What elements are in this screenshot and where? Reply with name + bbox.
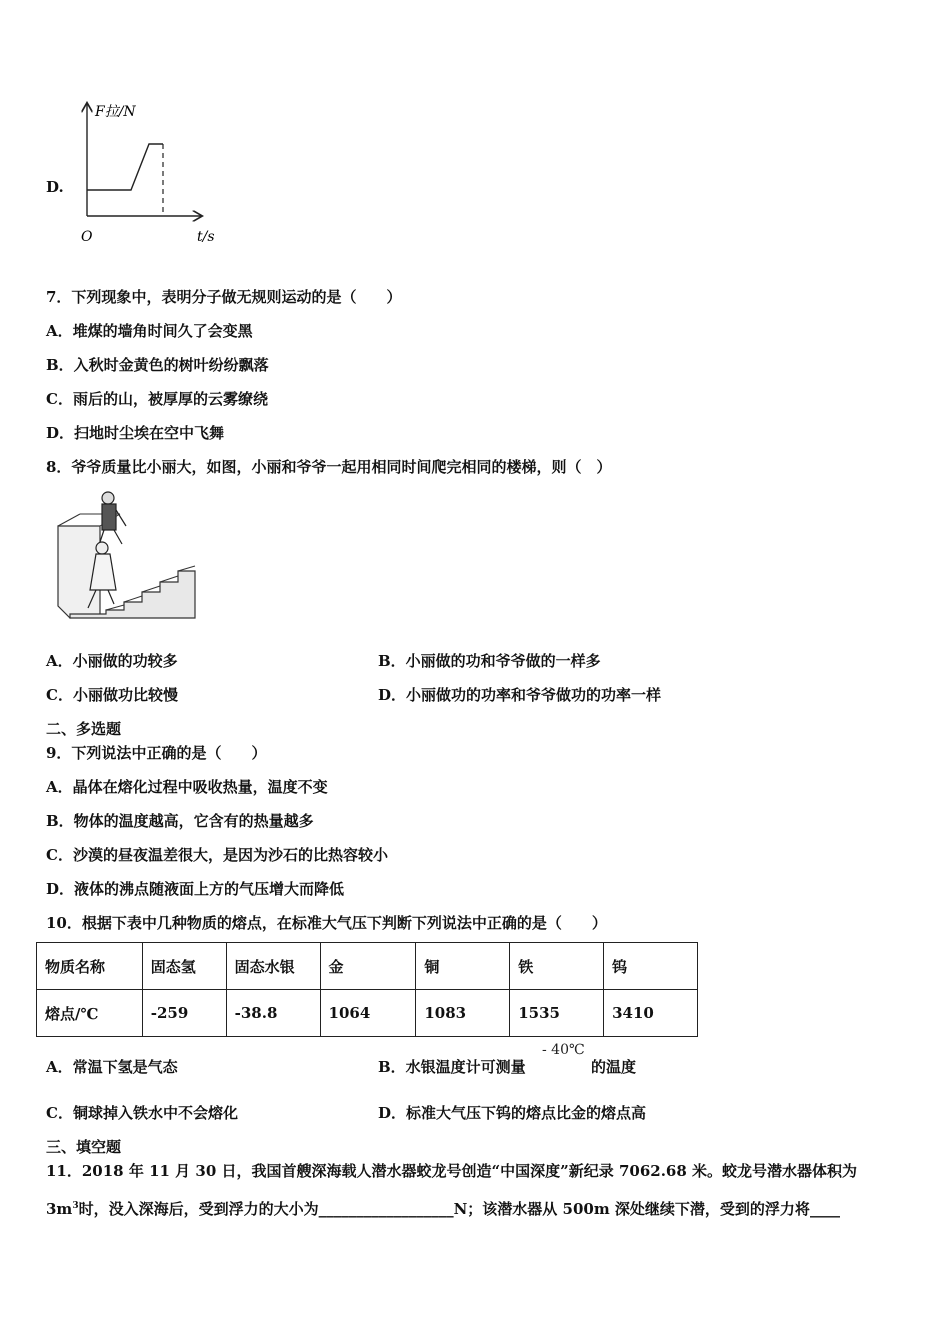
melting-point-table [36, 942, 698, 1037]
q8-option-b: B．小丽做的功和爷爷做的一样多 [378, 652, 601, 670]
q9-stem: 9．下列说法中正确的是（ ） [46, 744, 267, 762]
table-cell: 铁 [510, 943, 604, 990]
force-curve [87, 144, 163, 190]
q9-option-b: B．物体的温度越高，它含有的热量越多 [46, 812, 314, 830]
table-cell: 金 [320, 943, 416, 990]
table-cell: 固态水银 [226, 943, 320, 990]
q8-option-c: C．小丽做功比较慢 [46, 686, 178, 704]
q10-option-c: C．铜球掉入铁水中不会熔化 [46, 1104, 238, 1122]
q9-option-c: C．沙漠的昼夜温差很大，是因为沙石的比热容较小 [46, 846, 388, 864]
q8-option-a: A．小丽做的功较多 [46, 652, 178, 670]
option-d-label: D. [46, 178, 64, 196]
q11-line-1: 11．2018 年 11 月 30 日，我国首艘深海载人潜水器蛟龙号创造“中国深度”新纪录 7062.68 米。蛟龙号潜水器体积为 [46, 1162, 858, 1180]
table-cell: 1535 [510, 990, 604, 1037]
q7-option-d: D．扫地时尘埃在空中飞舞 [46, 424, 225, 442]
table-cell: 固态氢 [142, 943, 226, 990]
q7-option-a: A．堆煤的墙角时间久了会变黑 [46, 322, 253, 340]
blank-1[interactable]: __________________ [318, 1200, 454, 1218]
q9-option-d: D．液体的沸点随液面上方的气压增大而降低 [46, 880, 345, 898]
stairs-illustration [50, 486, 200, 626]
force-time-graph [75, 98, 235, 248]
table-cell: -38.8 [226, 990, 320, 1037]
q10-option-a: A．常温下氢是气态 [46, 1058, 178, 1076]
q7-stem: 7．下列现象中，表明分子做无规则运动的是（ ） [46, 288, 402, 306]
table-cell: 熔点/℃ [37, 990, 143, 1037]
x-axis-label: t/s [197, 229, 215, 245]
section-2-title: 二、多选题 [46, 720, 122, 738]
section-3-title: 三、填空题 [46, 1138, 122, 1156]
q8-option-d: D．小丽做功的功率和爷爷做功的功率一样 [378, 686, 662, 704]
table-cell: 铜 [416, 943, 510, 990]
grandpa-figure [98, 492, 126, 548]
table-cell: -259 [142, 990, 226, 1037]
blank-2[interactable]: ____ [809, 1200, 840, 1218]
q11-line-2: $3m^3$时，没入深海后，受到浮力的大小为__________________N；该潜水器从 500m 深处继续下潜，受到的浮力将____ [46, 1200, 840, 1218]
table-row [37, 990, 698, 1037]
q10-stem: 10．根据下表中几种物质的熔点，在标准大气压下判断下列说法中正确的是（ ） [46, 914, 607, 932]
q7-option-b: B．入秋时金黄色的树叶纷纷飘落 [46, 356, 269, 374]
y-axis-label: F拉/N [95, 104, 136, 120]
q9-option-a: A．晶体在熔化过程中吸收热量，温度不变 [46, 778, 328, 796]
table-cell: 1083 [416, 990, 510, 1037]
q10-option-b-suffix: 的温度 [591, 1058, 637, 1076]
table-cell: 物质名称 [37, 943, 143, 990]
table-cell: 钨 [604, 943, 698, 990]
table-cell: 3410 [604, 990, 698, 1037]
origin-label: O [81, 229, 93, 245]
q7-option-c: C．雨后的山，被厚厚的云雾缭绕 [46, 390, 268, 408]
q10-option-d: D．标准大气压下钨的熔点比金的熔点高 [378, 1104, 647, 1122]
table-cell: 1064 [320, 990, 416, 1037]
q8-stem: 8．爷爷质量比小丽大，如图，小丽和爷爷一起用相同时间爬完相同的楼梯，则（ ） [46, 458, 612, 476]
table-header-row [37, 943, 698, 990]
q10-option-b-prefix: B．水银温度计可测量 [378, 1058, 526, 1076]
temperature-image: - 40℃ [542, 1042, 585, 1058]
